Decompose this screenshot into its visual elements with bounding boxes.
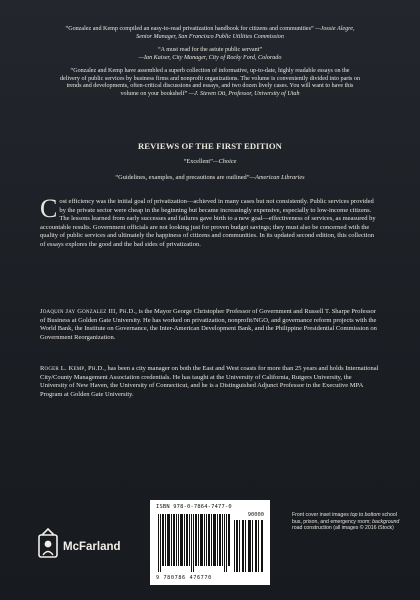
review-2-source: —American Libraries [249,174,305,181]
credit-line-2-italic: background [372,518,400,525]
blurb-3 [60,68,360,100]
review-2 [0,174,420,181]
credit-line-1: Front cover inset images [292,512,351,518]
author-bio-gonzalez [40,308,380,342]
publisher-logo [35,527,135,563]
barcode-addon-icon [234,520,264,572]
blurb-1-quote: “Gonzalez and Kemp compiled an easy-to-read privatization handbook for citizens and communities” [65,26,314,32]
blurb-1 [60,26,360,42]
mcfarland-emblem-icon [35,527,61,561]
blurb-2-quote: “A must read for the astute public servant” [157,46,263,53]
review-1-quote: “Excellent” [183,158,213,165]
drop-cap: C [40,194,58,223]
author-name-gonzalez: Joaquin Jay Gonzalez III, Ph.D. [40,308,136,315]
barcode-number: 9 780786 476770 [156,575,212,581]
endorsement-blurbs [60,26,360,104]
price-code: 90000 [247,512,264,518]
credit-line-1-italic: top to bottom [350,512,381,518]
isbn-number: ISBN 978-0-7864-7477-0 [156,504,232,510]
author-name-kemp: Roger L. Kemp, Ph.D. [40,365,105,372]
blurb-2 [60,47,360,63]
blurb-2-attribution: —Ian Kaiser, City Manager, City of Rocky Ford, Colorado [138,54,282,61]
credit-line-3: road construction (all images © 2016 iStock) [292,525,394,532]
publisher-name: McFarland [63,541,121,553]
review-1 [0,158,420,165]
review-2-quote: “Guidelines, examples, and precautions are outlined” [115,174,250,181]
isbn-barcode [150,500,270,585]
book-description [40,194,380,250]
author-bio-kemp-text: , has been a city manager on both the East and West coasts for more than 25 years and holds International City/County Management Association credentials. He has taught at the University of California, Rutgers University, the University of New Haven, the University of Connecticut, and he is a Distinguished Adjunct Professor in the Executive MPA Program at Golden Gate University. [40,365,379,398]
author-bio-kemp [40,365,380,399]
description-text: ost efficiency was the initial goal of privatization—achieved in many cases but not consistently. Public services provided by the private sector were cheap in the beginning but became increasingly expensive, especially to low-income citizens. The lessons learned from early successes and failures gave birth to a new goal—effectiveness of services, as measured by accountable results. Government officials are not looking just for proven budget savings; they must also be concerned with the quality of public services and ultimately the happiness of citizens and communities. In its updated second edition, this collection of essays explores the good and the bad sides of privatization. [40,198,376,248]
blurb-1-attribution: —Jossie Alegre, Senior Manager, San Francisco Public Utilities Commission [136,26,355,40]
author-bio-gonzalez-text: , is the Mayor George Christopher Professor of Government and Russell T. Sharpe Professor of Business at Golden Gate University. He has worked on privatization, nonprofit/NGO, and governance reform projects with the World Bank, the Institute on Governance, the Inter-American Development Bank, and the Philippine Presidential Commission on Government Reorganization. [40,308,377,341]
blurb-3-quote: “Gonzalez and Kemp have assembled a superb collection of informative, up-to-date, highly readable essays on the delivery of public services by business firms and nonprofit organizations. The volume is conveniently divided into parts on trends and developments, often-critical discussions and essays, and two dozen lively cases. You will want to have this volume on your bookshelf” [60,67,361,98]
reviews-heading: REVIEWS OF THE FIRST EDITION [137,141,282,151]
cover-image-credit [292,512,402,532]
review-1-source: —Choice [212,158,237,165]
blurb-3-attribution: —J. Steven Ott, Professor, University of Utah [188,91,300,98]
credit-line-2: school bus, prison, and emergency room; [292,512,397,525]
barcode-main-icon [158,514,230,572]
